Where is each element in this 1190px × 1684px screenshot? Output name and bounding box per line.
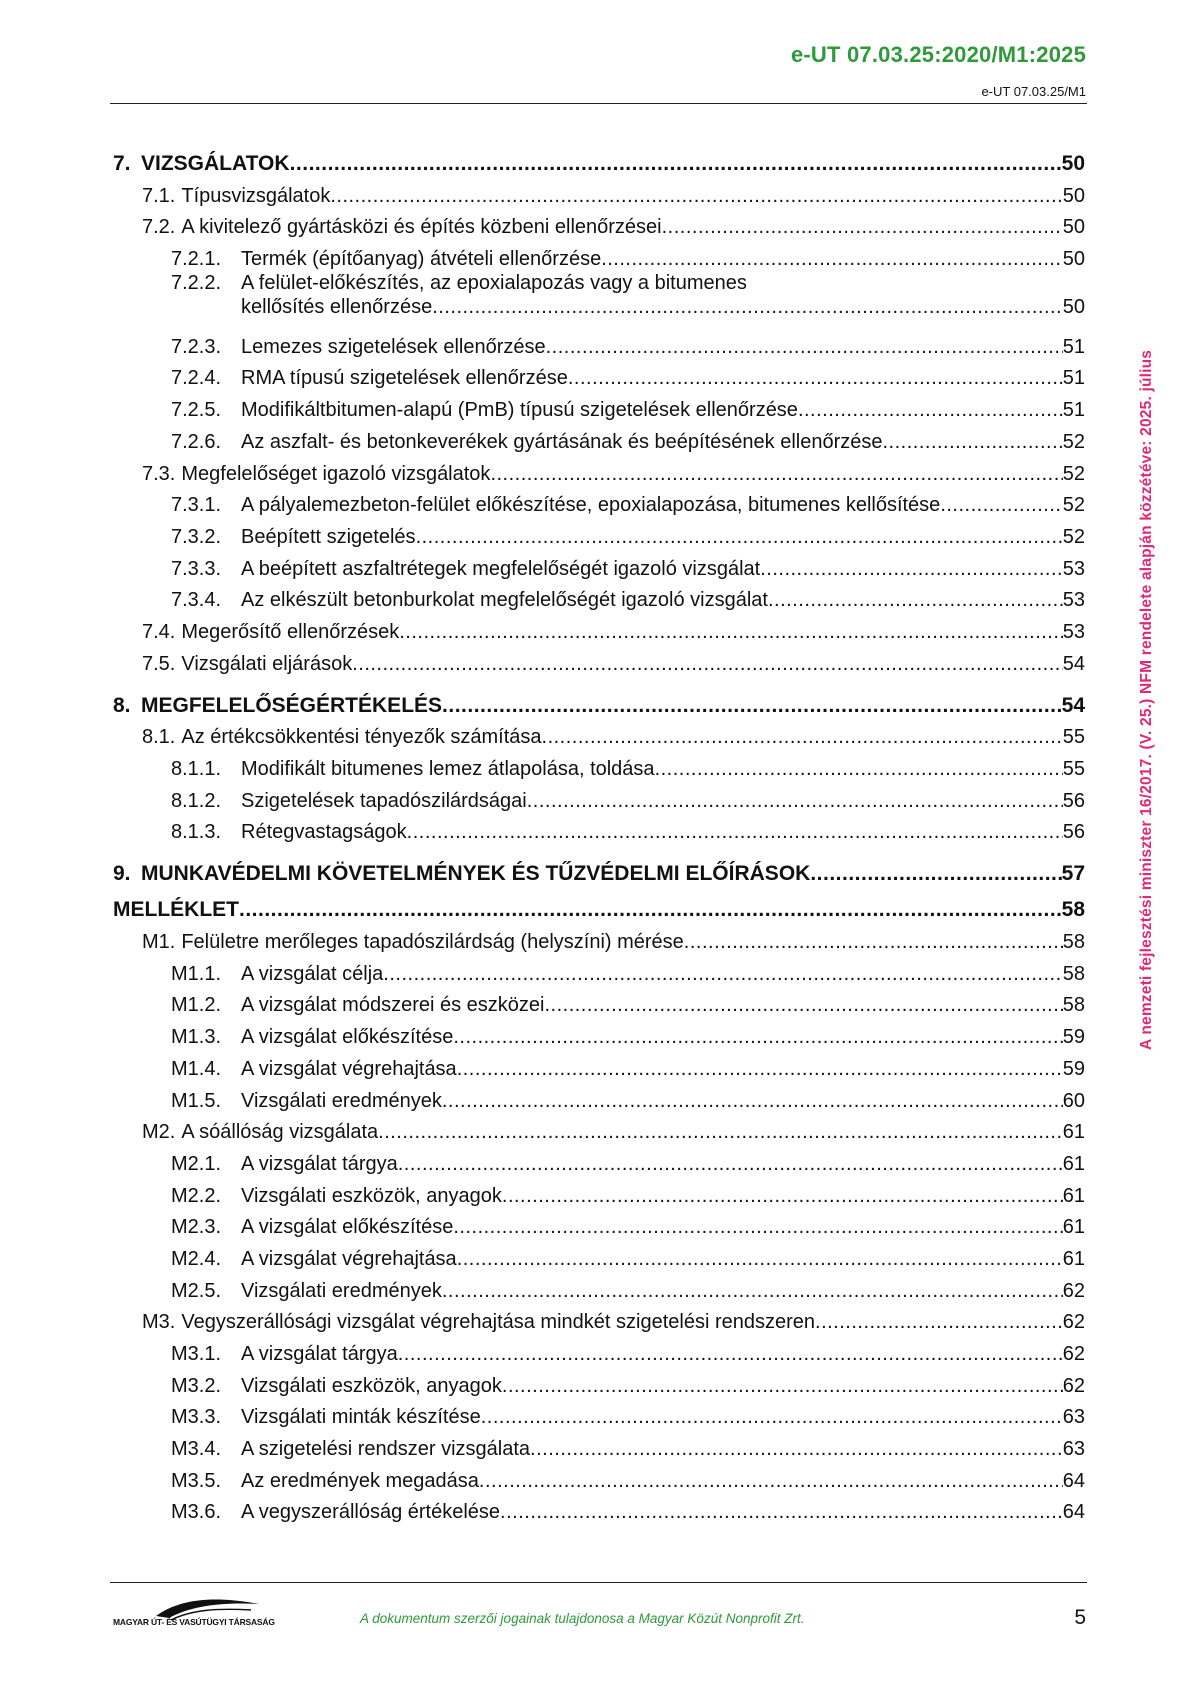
toc-number: 8.1.2. xyxy=(171,789,222,812)
toc-title: A felület-előkészítés, az epoxialapozás vagy a bitumenes xyxy=(241,272,747,295)
toc-page: 63 xyxy=(1062,1406,1085,1429)
toc-leader xyxy=(479,1469,1063,1493)
toc-leader xyxy=(940,493,1062,517)
toc-title: Vizsgálati eljárások xyxy=(181,652,353,675)
toc-subsection[interactable] xyxy=(113,986,1085,1018)
toc-number: M2.5. xyxy=(171,1279,222,1302)
toc-page: 61 xyxy=(1062,1184,1085,1207)
toc-page: 50 xyxy=(1062,184,1085,207)
toc-leader xyxy=(290,152,1062,176)
toc-leader xyxy=(383,962,1062,986)
toc-number: 7.3.1. xyxy=(171,494,222,517)
toc-title: Modifikáltbitumen-alapú (PmB) típusú szigetelések ellenőrzése xyxy=(241,399,798,422)
toc-number: M1.1. xyxy=(171,962,222,985)
toc-page: 58 xyxy=(1061,898,1085,922)
toc-subsection[interactable] xyxy=(113,1366,1085,1398)
toc-section[interactable] xyxy=(113,922,1085,954)
copyright-notice: A dokumentum szerzői jogainak tulajdonosa a Magyar Közút Nonprofit Zrt. xyxy=(360,1611,805,1626)
toc-subsection[interactable] xyxy=(113,1271,1085,1303)
toc-page: 54 xyxy=(1062,652,1085,675)
toc-title: Vizsgálati eszközök, anyagok xyxy=(241,1374,502,1397)
toc-page: 52 xyxy=(1062,430,1085,453)
toc-title: Beépített szigetelés xyxy=(241,525,416,548)
toc-page: 62 xyxy=(1062,1279,1085,1302)
toc-number: 7.3.3. xyxy=(171,557,222,580)
toc-section[interactable] xyxy=(113,454,1085,486)
toc-number: 7.2. xyxy=(142,216,176,239)
toc-page: 59 xyxy=(1062,1026,1085,1049)
toc-title: Szigetelések tapadószilárdságai xyxy=(241,789,527,812)
toc-number: 8.1.1. xyxy=(171,758,222,780)
toc-title: Felületre merőleges tapadószilárdság (helyszíni) mérése xyxy=(181,931,684,954)
toc-leader xyxy=(655,757,1063,781)
toc-title: Az aszfalt- és betonkeverékek gyártásának és beépítésének ellenőrzése xyxy=(241,430,883,453)
toc-subsection[interactable] xyxy=(113,1429,1085,1461)
document-code: e-UT 07.03.25:2020/M1:2025 xyxy=(790,42,1086,67)
toc-leader xyxy=(760,557,1063,581)
toc-number: 7. xyxy=(113,152,131,175)
toc-leader xyxy=(490,462,1062,486)
toc-number: M1.2. xyxy=(171,994,222,1017)
toc-title: Az elkészült betonburkolat megfelelőségét igazoló vizsgálat xyxy=(241,589,768,612)
toc-subsection[interactable] xyxy=(113,781,1085,813)
toc-leader xyxy=(407,820,1063,844)
toc-title: Lemezes szigetelések ellenőrzése xyxy=(241,335,546,358)
toc-page: 52 xyxy=(1062,494,1085,517)
toc-number: M3.3. xyxy=(171,1406,222,1429)
toc-number: 8. xyxy=(113,693,131,717)
toc-title: Az eredmények megadása xyxy=(241,1469,479,1492)
publication-notice: A nemzeti fejlesztési miniszter 16/2017. (V. 25.) NFM rendelete alapján közzétéve: 2025. július xyxy=(1138,349,1155,1050)
toc-section[interactable] xyxy=(113,176,1085,208)
toc-leader xyxy=(457,1057,1063,1081)
toc-page: 61 xyxy=(1062,1216,1085,1239)
toc-subsection[interactable] xyxy=(113,1081,1085,1113)
toc-title: Modifikált bitumenes lemez átlapolása, toldása xyxy=(241,758,655,780)
toc-page: 63 xyxy=(1062,1438,1085,1461)
toc-page: 61 xyxy=(1062,1152,1085,1175)
toc-number: 7.3.2. xyxy=(171,525,222,548)
toc-leader xyxy=(442,694,1062,718)
toc-number: M3. xyxy=(142,1311,176,1334)
toc-leader xyxy=(815,1310,1063,1334)
toc-subsection[interactable] xyxy=(113,549,1085,581)
toc-page: 58 xyxy=(1062,994,1085,1017)
toc-title: Vizsgálati minták készítése xyxy=(241,1406,481,1429)
toc-section[interactable] xyxy=(113,644,1085,676)
toc-title: Vizsgálati eszközök, anyagok xyxy=(241,1184,502,1207)
toc-title: A vegyszerállóság értékelése xyxy=(241,1501,501,1524)
toc-title: MUNKAVÉDELMI KÖVETELMÉNYEK ÉS TŰZVÉDELMI ELŐÍRÁSOK xyxy=(141,862,811,886)
toc-page: 62 xyxy=(1062,1311,1085,1334)
toc-title: Rétegvastagságok xyxy=(241,821,407,844)
toc-title: A beépített aszfaltrétegek megfelelőségét igazoló vizsgálat xyxy=(241,557,761,580)
toc-page: 52 xyxy=(1062,525,1085,548)
toc-page: 56 xyxy=(1062,821,1085,844)
document-subcode: e-UT 07.03.25/M1 xyxy=(981,84,1086,99)
toc-leader xyxy=(481,1405,1063,1429)
toc-page: 56 xyxy=(1062,789,1085,812)
toc-leader xyxy=(768,588,1063,612)
toc-page: 51 xyxy=(1062,399,1085,422)
toc-page: 61 xyxy=(1062,1121,1085,1144)
toc-subsection[interactable] xyxy=(113,390,1085,422)
toc-page: 55 xyxy=(1062,758,1085,780)
toc-leader xyxy=(546,335,1063,359)
toc-title: Vizsgálati eredmények xyxy=(241,1089,442,1112)
toc-leader xyxy=(502,1374,1063,1398)
toc-number: M2.2. xyxy=(171,1184,222,1207)
toc-page: 52 xyxy=(1062,462,1085,485)
toc-title: Megerősítő ellenőrzések xyxy=(181,620,400,643)
toc-title: Vizsgálati eredmények xyxy=(241,1279,442,1302)
toc-number: 8.1. xyxy=(142,726,176,749)
toc-number: 7.1. xyxy=(142,184,176,207)
toc-subsection[interactable] xyxy=(113,517,1085,549)
toc-leader xyxy=(442,1279,1063,1303)
toc-page: 51 xyxy=(1062,335,1085,358)
toc-leader xyxy=(684,930,1063,954)
toc-title: A sóállóság vizsgálata xyxy=(181,1121,379,1144)
toc-page: 53 xyxy=(1062,557,1085,580)
toc-number: 8.1.3. xyxy=(171,821,222,844)
toc-page: 64 xyxy=(1062,1501,1085,1524)
toc-title-continued: kellősítés ellenőrzése xyxy=(241,296,433,319)
toc-number: M3.1. xyxy=(171,1343,222,1365)
toc-chapter-8[interactable] xyxy=(113,682,1085,718)
toc-leader xyxy=(398,1152,1063,1176)
toc-title: A szigetelési rendszer vizsgálata xyxy=(241,1438,531,1461)
toc-subsection[interactable] xyxy=(113,1208,1085,1240)
toc-number: M3.6. xyxy=(171,1501,222,1524)
toc-title: RMA típusú szigetelések ellenőrzése xyxy=(241,367,568,390)
toc-leader xyxy=(398,1342,1063,1366)
toc-page: 55 xyxy=(1062,726,1085,749)
toc-leader xyxy=(810,862,1061,886)
toc-number: M3.2. xyxy=(171,1374,222,1397)
toc-number: 7.2.4. xyxy=(171,367,222,390)
toc-subsection[interactable] xyxy=(113,1493,1085,1525)
toc-title: A vizsgálat módszerei és eszközei xyxy=(241,994,545,1017)
toc-number: 7.2.2. xyxy=(171,272,222,295)
toc-page: 58 xyxy=(1062,931,1085,954)
toc-leader xyxy=(432,295,1063,319)
toc-page: 60 xyxy=(1062,1089,1085,1112)
toc-number: M1. xyxy=(142,931,176,954)
toc-page: 62 xyxy=(1062,1374,1085,1397)
toc-appendix[interactable] xyxy=(113,886,1085,922)
toc-page: 50 xyxy=(1062,248,1085,271)
society-name: MAGYAR ÚT- ÉS VASÚTÜGYI TÁRSASÁG xyxy=(113,1617,275,1627)
toc-title: A kivitelező gyártásközi és építés közbeni ellenőrzései xyxy=(181,216,662,239)
toc-leader xyxy=(399,620,1063,644)
toc-title: Termék (építőanyag) átvételi ellenőrzése xyxy=(241,248,602,271)
toc-section[interactable] xyxy=(113,612,1085,644)
toc-subsection[interactable] xyxy=(113,1144,1085,1176)
toc-subsection[interactable] xyxy=(113,581,1085,613)
toc-title: VIZSGÁLATOK xyxy=(141,152,290,175)
toc-number: M2.1. xyxy=(171,1152,222,1175)
toc-title: A vizsgálat tárgya xyxy=(241,1152,398,1175)
toc-title: A vizsgálat előkészítése xyxy=(241,1216,454,1239)
toc-title: A vizsgálat tárgya xyxy=(241,1343,398,1365)
toc-number: M2. xyxy=(142,1121,176,1144)
toc-number: M2.3. xyxy=(171,1216,222,1239)
toc-chapter-9[interactable] xyxy=(113,850,1085,886)
toc-number: M1.4. xyxy=(171,1057,222,1080)
toc-section[interactable] xyxy=(113,1303,1085,1335)
toc-number: 9. xyxy=(113,862,131,886)
toc-leader xyxy=(352,652,1063,676)
toc-page: 51 xyxy=(1062,367,1085,390)
toc-number: 7.5. xyxy=(142,652,176,675)
toc-page: 50 xyxy=(1061,152,1085,175)
toc-leader xyxy=(798,398,1063,422)
toc-subsection[interactable] xyxy=(113,239,1085,271)
toc-subsection[interactable] xyxy=(113,359,1085,391)
toc-page: 59 xyxy=(1062,1057,1085,1080)
toc-title: A pályalemezbeton-felület előkészítése, epoxialapozása, bitumenes kellősítése xyxy=(241,494,941,517)
toc-subsection[interactable] xyxy=(113,1049,1085,1081)
toc-leader xyxy=(662,215,1063,239)
toc-page: 50 xyxy=(1062,296,1085,319)
toc-title: A vizsgálat végrehajtása xyxy=(241,1057,457,1080)
toc-page: 53 xyxy=(1062,589,1085,612)
toc-leader xyxy=(239,898,1062,922)
toc-page: 62 xyxy=(1062,1343,1085,1365)
toc-number: 7.3. xyxy=(142,462,176,485)
toc-subsection[interactable] xyxy=(113,486,1085,518)
toc-title: Vegyszerállósági vizsgálat végrehajtása mindkét szigetelési rendszeren xyxy=(181,1311,816,1334)
toc-leader xyxy=(416,525,1063,549)
footer-divider xyxy=(110,1582,1087,1583)
header-divider xyxy=(110,103,1087,104)
toc-title: A vizsgálat végrehajtása xyxy=(241,1247,457,1270)
toc-leader xyxy=(568,366,1063,390)
toc-subsection[interactable] xyxy=(113,422,1085,454)
toc-subsection[interactable] xyxy=(113,327,1085,359)
toc-leader xyxy=(500,1500,1063,1524)
toc-leader xyxy=(502,1184,1063,1208)
toc-leader xyxy=(542,725,1063,749)
toc-subsection[interactable] xyxy=(113,1239,1085,1271)
toc-subsection[interactable] xyxy=(113,954,1085,986)
toc-title: MEGFELELŐSÉGÉRTÉKELÉS xyxy=(141,693,443,717)
toc-page: 58 xyxy=(1062,962,1085,985)
toc-page: 54 xyxy=(1061,693,1085,717)
toc-page: 57 xyxy=(1061,862,1085,886)
toc-subsection[interactable] xyxy=(113,1017,1085,1049)
toc-leader xyxy=(882,430,1062,454)
toc-number: 7.3.4. xyxy=(171,589,222,612)
toc-number: M3.4. xyxy=(171,1438,222,1461)
toc-title: A vizsgálat célja xyxy=(241,962,384,985)
toc-number: 7.4. xyxy=(142,620,176,643)
toc-leader xyxy=(527,789,1063,813)
toc-number: M2.4. xyxy=(171,1247,222,1270)
toc-page: 50 xyxy=(1062,216,1085,239)
toc-number: M1.3. xyxy=(171,1026,222,1049)
toc-chapter-7[interactable] xyxy=(113,140,1085,176)
toc-number: M1.5. xyxy=(171,1089,222,1112)
toc-leader xyxy=(544,993,1062,1017)
toc-subsection[interactable] xyxy=(113,1461,1085,1493)
toc-number: 7.2.6. xyxy=(171,430,222,453)
toc-subsection[interactable] xyxy=(113,1398,1085,1430)
toc-subsection[interactable] xyxy=(113,271,1085,327)
toc-leader xyxy=(530,1437,1063,1461)
table-of-contents xyxy=(113,140,1085,1524)
toc-page: 64 xyxy=(1062,1469,1085,1492)
toc-leader xyxy=(378,1120,1063,1144)
toc-title: Megfelelőséget igazoló vizsgálatok xyxy=(181,462,491,485)
toc-number: 7.2.3. xyxy=(171,335,222,358)
toc-number: M3.5. xyxy=(171,1469,222,1492)
toc-leader xyxy=(601,247,1063,271)
toc-number: 7.2.5. xyxy=(171,399,222,422)
toc-section[interactable] xyxy=(113,208,1085,240)
toc-leader xyxy=(453,1215,1062,1239)
toc-section[interactable] xyxy=(113,718,1085,750)
toc-title: A vizsgálat előkészítése xyxy=(241,1026,454,1049)
toc-subsection[interactable] xyxy=(113,1176,1085,1208)
toc-leader xyxy=(457,1247,1063,1271)
toc-subsection[interactable] xyxy=(113,749,1085,781)
toc-title: MELLÉKLET xyxy=(113,898,239,922)
toc-number: 7.2.1. xyxy=(171,248,222,271)
toc-leader xyxy=(453,1025,1062,1049)
toc-section[interactable] xyxy=(113,1113,1085,1145)
toc-title: Típusvizsgálatok xyxy=(181,184,331,207)
toc-subsection[interactable] xyxy=(113,813,1085,845)
toc-title: Az értékcsökkentési tényezők számítása xyxy=(181,726,542,749)
page-number: 5 xyxy=(1074,1606,1086,1629)
toc-leader xyxy=(330,184,1062,208)
toc-page: 53 xyxy=(1062,620,1085,643)
toc-leader xyxy=(442,1089,1063,1113)
toc-subsection[interactable] xyxy=(113,1334,1085,1366)
toc-page: 61 xyxy=(1062,1247,1085,1270)
